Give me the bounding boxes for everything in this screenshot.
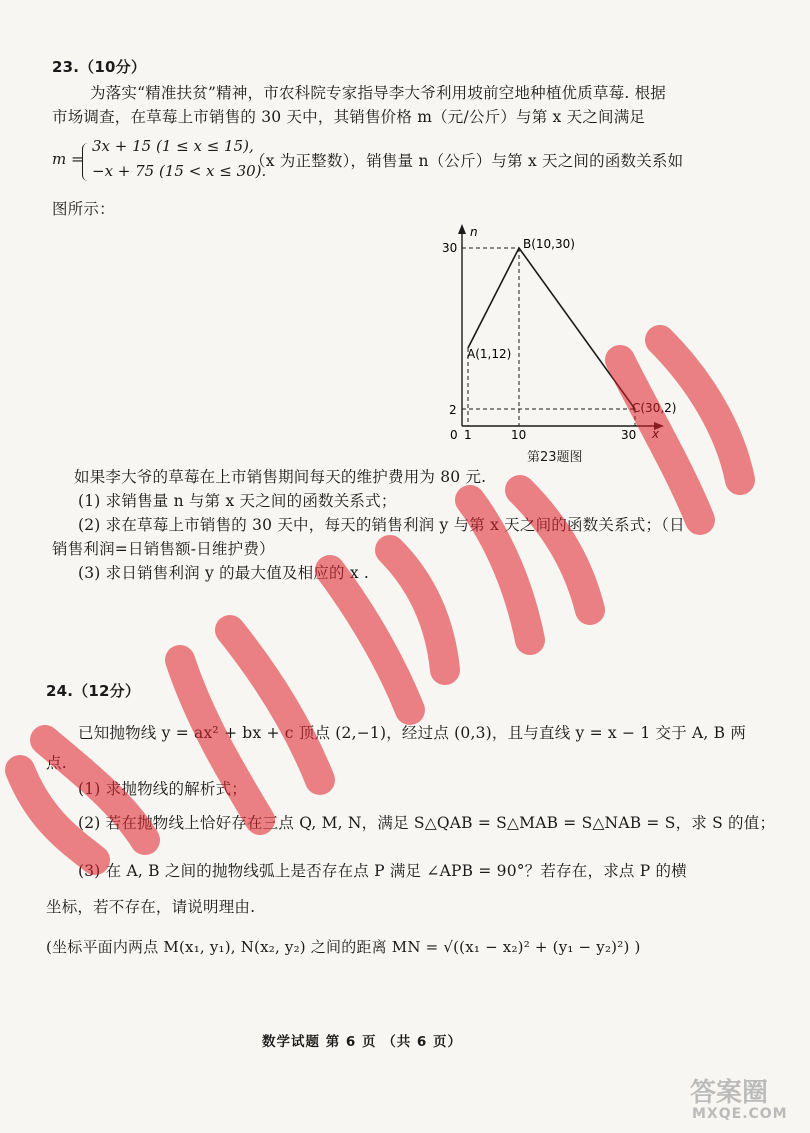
x-tick-30: 30 xyxy=(621,428,637,442)
q24-line2: 点. xyxy=(46,754,67,772)
x-axis-label: x xyxy=(652,427,660,441)
q24-sub3a: (3) 在 A, B 之间的抛物线弧上是否存在点 P 满足 ∠APB = 90°？若存在，求点 P 的横 xyxy=(78,862,687,880)
y-tick-2: 2 xyxy=(449,403,457,417)
q23-line4: 图所示： xyxy=(52,200,115,218)
q24-number: 24.（12分） xyxy=(46,682,141,700)
y-axis-label: n xyxy=(470,225,478,239)
site-logo-url: MXQE.COM xyxy=(692,1106,788,1122)
m-case-1: 3x + 15 (1 ≤ x ≤ 15), xyxy=(92,137,254,155)
brace-symbol xyxy=(82,143,91,181)
page-footer: 数学试题 第 6 页 （共 6 页） xyxy=(262,1034,462,1050)
q23-sub1: (1) 求销售量 n 与第 x 天之间的函数关系式； xyxy=(78,492,397,510)
q24-sub2: (2) 若在抛物线上恰好存在三点 Q, M, N，满足 S△QAB = S△MAB = S△NAB = S，求 S 的值； xyxy=(78,814,776,832)
q23-line5: 如果李大爷的草莓在上市销售期间每天的维护费用为 80 元. xyxy=(74,468,487,486)
site-logo: 答案圈 xyxy=(690,1078,769,1108)
q23-sub3: (3) 求日销售利润 y 的最大值及相应的 x . xyxy=(78,564,370,582)
point-b-label: B(10,30) xyxy=(523,237,575,251)
y-tick-30: 30 xyxy=(442,241,458,255)
point-a-label: A(1,12) xyxy=(467,347,512,361)
q24-distance-note: (坐标平面内两点 M(x₁, y₁), N(x₂, y₂) 之间的距离 MN = √((x₁ − x₂)² + (y₁ − y₂)²) ) xyxy=(46,938,641,956)
q24-line1: 已知抛物线 y = ax² + bx + c 顶点 (2,−1)，经过点 (0,3)，且与直线 y = x − 1 交于 A, B 两 xyxy=(78,724,747,742)
figure-caption: 第23题图 xyxy=(527,450,583,465)
x-tick-10: 10 xyxy=(511,428,527,442)
q23-line3-tail: （x 为正整数），销售量 n（公斤）与第 x 天之间的函数关系如 xyxy=(250,152,684,170)
q23-line2: 市场调查，在草莓上市销售的 30 天中，其销售价格 m（元/公斤）与第 x 天之间满足 xyxy=(52,108,646,126)
q24-sub3b: 坐标，若不存在，请说明理由. xyxy=(46,898,256,916)
red-watermark-image xyxy=(0,300,760,900)
point-c-label: C(30,2) xyxy=(632,401,677,415)
m-label: m = xyxy=(52,150,84,168)
q24-sub1: (1) 求抛物线的解析式； xyxy=(78,780,247,798)
x-tick-1: 1 xyxy=(464,428,472,442)
q23-line1: 为落实“精准扶贫”精神，市农科院专家指导李大爷利用坡前空地种植优质草莓. 根据 xyxy=(90,84,667,102)
q23-sub2b: 销售利润=日销售额-日维护费） xyxy=(52,540,275,558)
origin-label: 0 xyxy=(450,428,458,442)
y-axis-arrow xyxy=(458,224,466,234)
q23-sub2a: (2) 求在草莓上市销售的 30 天中，每天的销售利润 y 与第 x 天之间的函数关系式；（日 xyxy=(78,516,685,534)
m-case-2: −x + 75 (15 < x ≤ 30). xyxy=(92,162,267,180)
q23-number: 23.（10分） xyxy=(52,58,147,76)
